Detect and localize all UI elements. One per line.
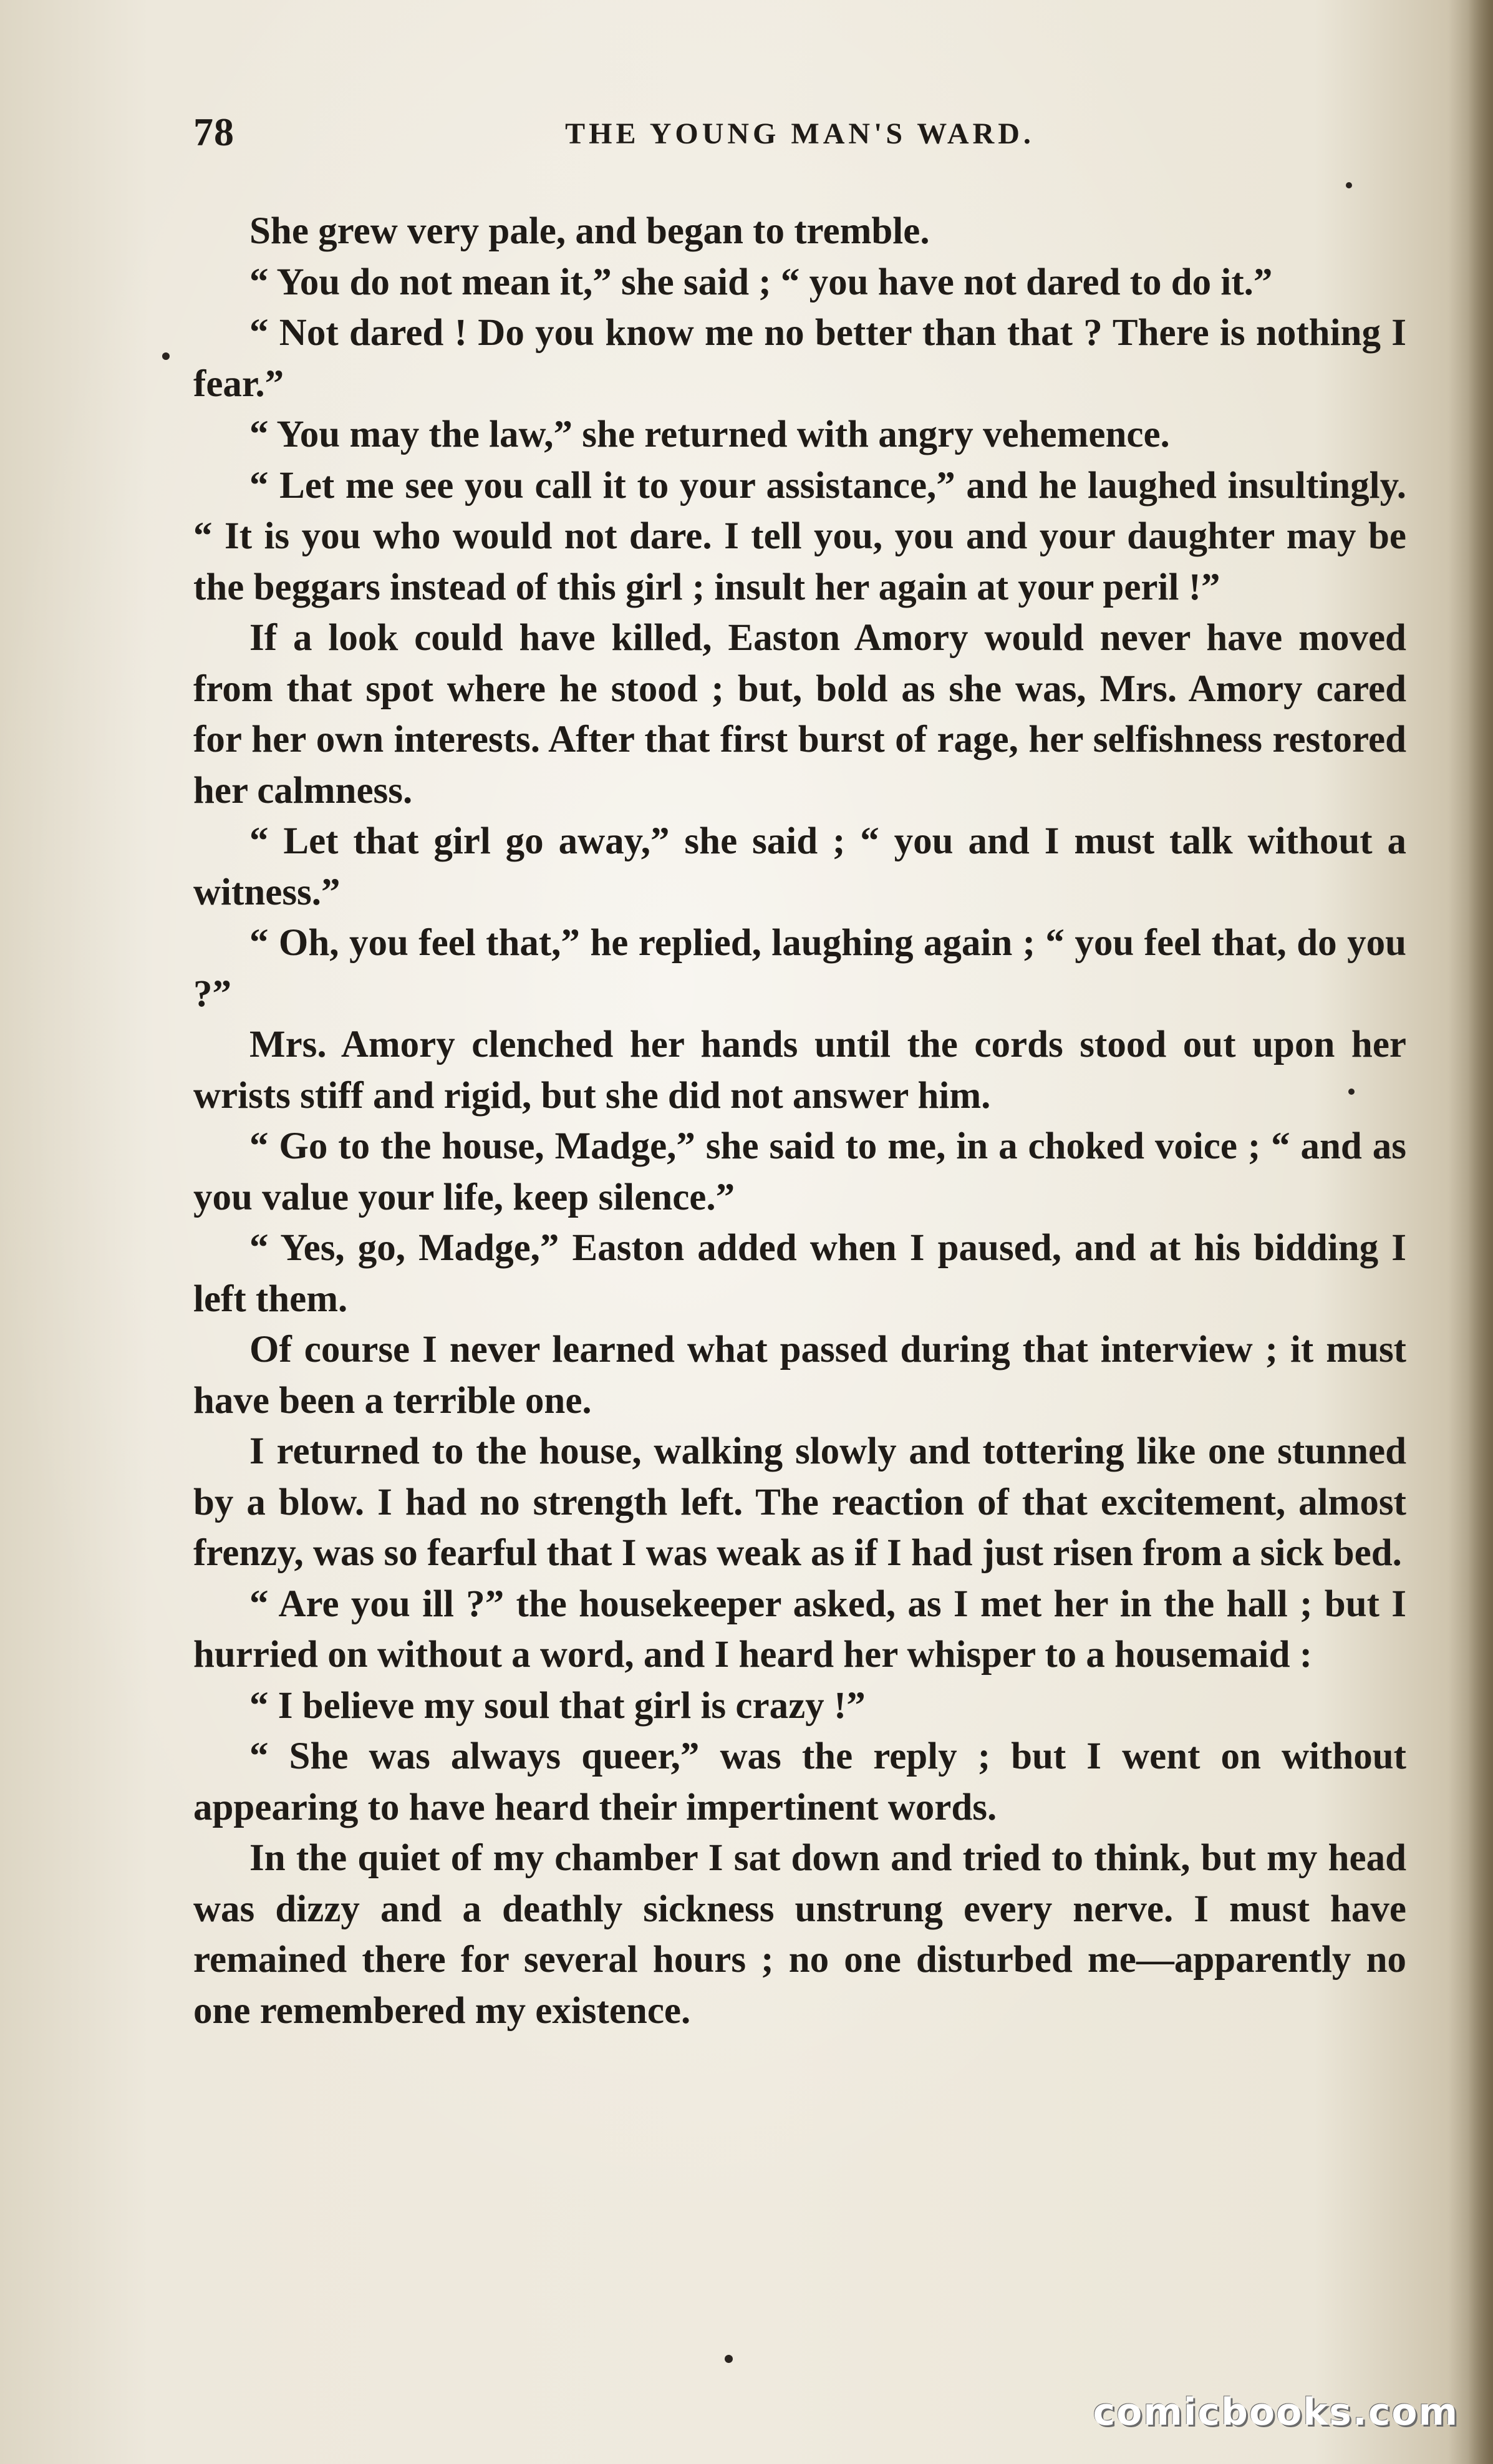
paragraph: “ Not dared ! Do you know me no better than that ? There is nothing I fear.” xyxy=(193,312,1406,405)
page-number: 78 xyxy=(193,110,234,154)
paragraph: I returned to the house, walking slowly and tottering like one stunned by a blow. I had no strength left. The reaction of that excitement, almost frenzy, was so fearful that I was weak as if I had just risen from a sick bed. xyxy=(193,1430,1406,1574)
ink-speck xyxy=(1348,1089,1355,1095)
paragraph: “ You may the law,” she returned with angry vehemence. xyxy=(249,414,1170,455)
paragraph: If a look could have killed, Easton Amory would never have moved from that spot where he stood ; but, bold as she was, Mrs. Amory cared for her own interests. After that first burst of rage, her selfishness restored her calmness. xyxy=(193,617,1406,812)
watermark-logo: comicbooks.com xyxy=(1093,2390,1459,2434)
paragraph: Mrs. Amory clenched her hands until the cords stood out upon her wrists stiff and rigid, but she did not answer him. xyxy=(193,1024,1406,1117)
paragraph: “ You do not mean it,” she said ; “ you have not dared to do it.” xyxy=(249,261,1273,303)
paragraph: “ Go to the house, Madge,” she said to me, in a choked voice ; “ and as you value your life, keep silence.” xyxy=(193,1125,1406,1218)
paragraph: “ Are you ill ?” the housekeeper asked, as I met her in the hall ; but I hurried on without a word, and I heard her whisper to a housemaid : xyxy=(193,1583,1406,1676)
paragraph: “ She was always queer,” was the reply ; but I went on without appearing to have heard their impertinent words. xyxy=(193,1735,1406,1828)
ink-speck xyxy=(162,352,170,360)
paragraph: “ Let me see you call it to your assistance,” and he laughed insultingly. “ It is you who would not dare. I tell you, you and your daughter may be the beggars instead of this girl ; insult her again at your peril !” xyxy=(193,464,1406,608)
paragraph: “ Oh, you feel that,” he replied, laughing again ; “ you feel that, do you ?” xyxy=(193,922,1406,1015)
running-title: THE YOUNG MAN'S WARD. xyxy=(565,117,1035,150)
paragraph: She grew very pale, and began to tremble. xyxy=(249,210,930,252)
paragraph: “ Yes, go, Madge,” Easton added when I paused, and at his bidding I left them. xyxy=(193,1227,1406,1320)
paragraph: Of course I never learned what passed during that interview ; it must have been a terrible one. xyxy=(193,1329,1406,1422)
paragraph: “ Let that girl go away,” she said ; “ you and I must talk without a witness.” xyxy=(193,820,1406,913)
body-text xyxy=(193,206,1406,2036)
running-head xyxy=(193,109,1406,165)
page-edge-shadow xyxy=(1468,0,1493,2464)
paragraph: “ I believe my soul that girl is crazy !” xyxy=(249,1684,866,1727)
paragraph: In the quiet of my chamber I sat down and tried to think, but my head was dizzy and a deathly sickness unstrung every nerve. I must have remained there for several hours ; no one disturbed me—apparently no one remembered my existence. xyxy=(193,1837,1406,2032)
ink-speck xyxy=(1346,182,1352,188)
ink-speck xyxy=(725,2355,733,2363)
